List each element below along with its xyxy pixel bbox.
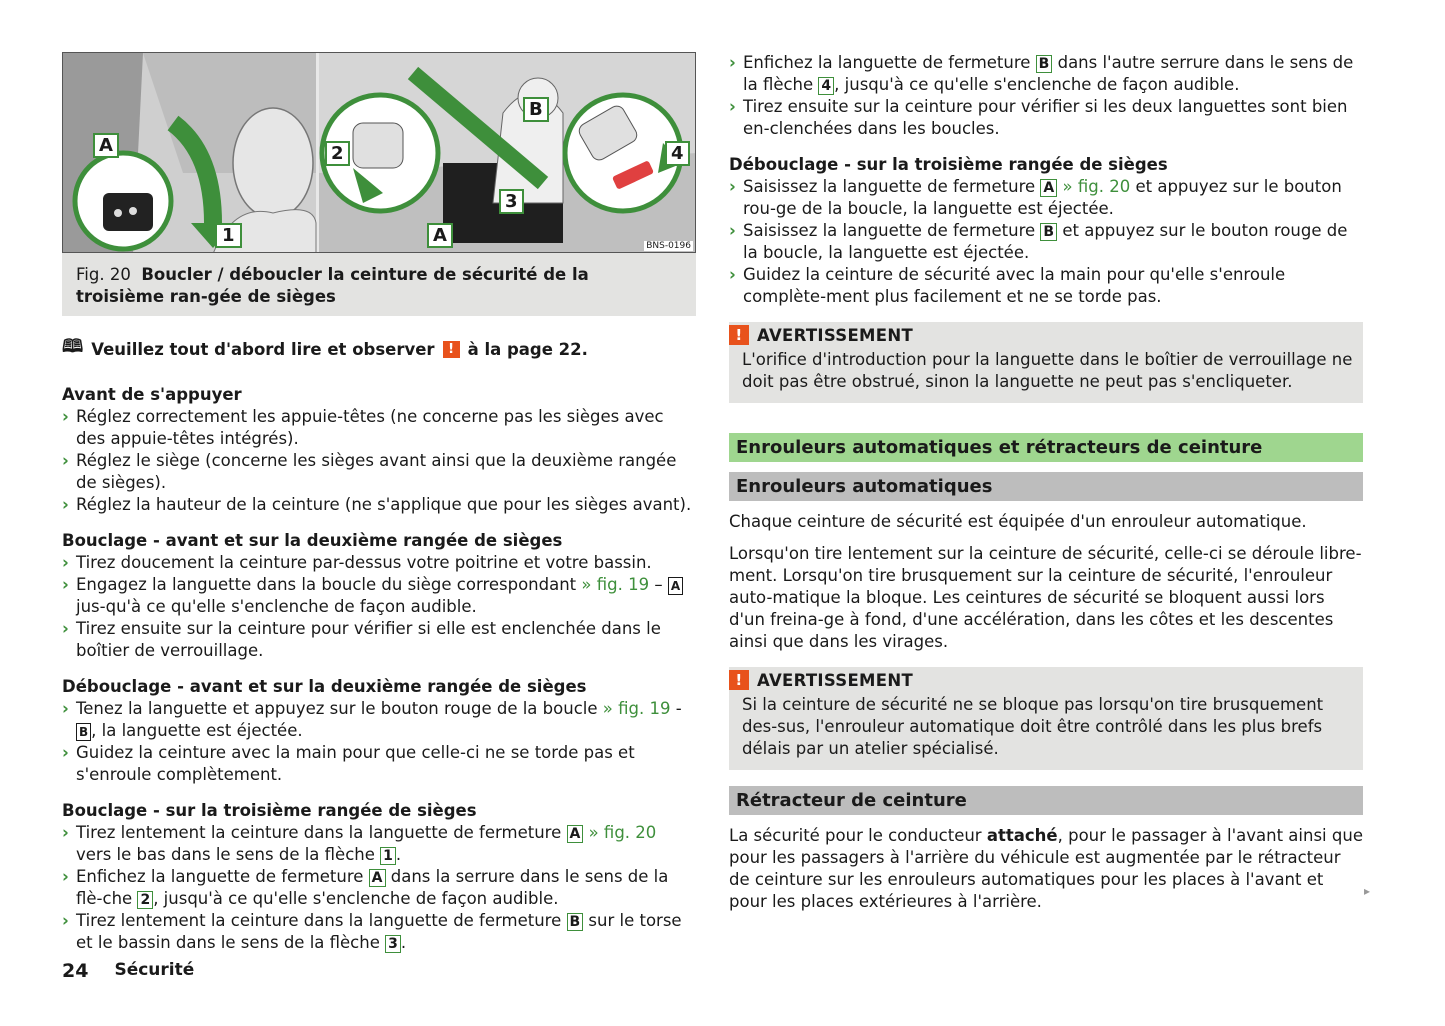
- section-heading-auto-retractors: Enrouleurs automatiques: [729, 472, 1363, 501]
- list-item: [62, 574, 696, 618]
- chevron-right-icon: ›: [62, 867, 69, 886]
- list-item: [62, 552, 696, 574]
- list-item: [729, 264, 1363, 308]
- callout-4: 4: [665, 141, 690, 166]
- chevron-right-icon: ›: [62, 823, 69, 842]
- chevron-right-icon: ›: [729, 221, 736, 240]
- callout-A-right: A: [427, 223, 453, 248]
- link-fig-20[interactable]: » fig. 20: [1062, 177, 1131, 196]
- chevron-right-icon: ›: [62, 451, 69, 470]
- chevron-right-icon: ›: [729, 97, 736, 116]
- figure-seatbelt-illustration: [62, 52, 696, 253]
- link-fig-19[interactable]: » fig. 19: [602, 699, 671, 718]
- seatbelt-illustration: [63, 53, 696, 253]
- period: .: [395, 845, 402, 864]
- link-fig-20[interactable]: » fig. 20: [588, 823, 657, 842]
- figure-caption-text: Boucler / déboucler la ceinture de sécurité de la troisième ran-gée de sièges: [76, 265, 589, 306]
- list-item-text: Tirez lentement la ceinture dans la languette de fermeture: [76, 823, 562, 842]
- list-item-text: dans la serrure dans le sens de la flè-che: [76, 867, 669, 908]
- list-item-text: Enfichez la languette de fermeture: [743, 53, 1031, 72]
- list-item-text: Tirez doucement la ceinture par-dessus votre poitrine et votre bassin.: [76, 553, 652, 572]
- figure-caption-prefix: Fig. 20: [76, 265, 131, 284]
- list-item: [62, 450, 696, 494]
- dash: -: [675, 699, 682, 718]
- key-B: B: [567, 913, 584, 931]
- list-item-text: jus-qu'à ce qu'elle s'enclenche de façon audible.: [76, 597, 477, 616]
- section-title-unbuckling-third-row: Débouclage - sur la troisième rangée de sièges: [729, 155, 1168, 174]
- list-item-text: Saisissez la languette de fermeture: [743, 177, 1036, 196]
- footer-section: Sécurité: [114, 960, 195, 980]
- chevron-right-icon: ›: [62, 699, 69, 718]
- key-A: A: [369, 869, 386, 887]
- list-item: [729, 220, 1363, 264]
- list-item: [62, 406, 696, 450]
- list-item: [729, 96, 1363, 140]
- list-item-text: Réglez correctement les appuie-têtes (ne concerne pas les sièges avec des appuie-têtes intégrés).: [76, 407, 664, 448]
- warning-header: [729, 667, 1363, 690]
- read-first-after[interactable]: à la page 22.: [467, 339, 588, 359]
- list-item-text: Réglez la hauteur de la ceinture (ne s'applique que pour les sièges avant).: [76, 495, 692, 514]
- section-heading-belt-tensioner: Rétracteur de ceinture: [729, 786, 1363, 815]
- left-column: [62, 52, 696, 954]
- list-item-text: Réglez le siège (concerne les sièges avant ainsi que la deuxième rangée de sièges).: [76, 451, 677, 492]
- list-item: [62, 494, 696, 516]
- right-column: [729, 52, 1363, 913]
- section-title-before-leaning: Avant de s'appuyer: [62, 385, 242, 404]
- paragraph-bold: attaché: [986, 826, 1058, 845]
- key-B: B: [76, 723, 91, 741]
- list-item-text: Guidez la ceinture avec la main pour que celle-ci ne se torde pas et s'enroule complètement.: [76, 743, 635, 784]
- warning-box-2: [729, 667, 1363, 770]
- list-item-text: et appuyez sur le bouton rouge de la boucle, la languette est éjectée.: [743, 221, 1348, 262]
- chevron-right-icon: ›: [62, 619, 69, 638]
- chevron-right-icon: ›: [729, 265, 736, 284]
- list-item-text: et appuyez sur le bouton rou-ge de la boucle, la languette est éjectée.: [743, 177, 1342, 218]
- list-item: [62, 618, 696, 662]
- key-3: 3: [385, 935, 401, 953]
- read-first-notice: [62, 334, 696, 364]
- list-item-text: , la languette est éjectée.: [91, 721, 303, 740]
- continue-arrow-icon: ▸: [1364, 884, 1371, 898]
- callout-B: B: [523, 97, 549, 122]
- list-item-text: dans l'autre serrure dans le sens de la flèche: [743, 53, 1354, 94]
- list-item-text: Tirez ensuite sur la ceinture pour vérifier si elle est enclenchée dans le boîtier de verrouillage.: [76, 619, 661, 660]
- list-item-text: Enfichez la languette de fermeture: [76, 867, 364, 886]
- chevron-right-icon: ›: [62, 575, 69, 594]
- section-title-buckling-front: Bouclage - avant et sur la deuxième rangée de sièges: [62, 531, 563, 550]
- paragraph: [729, 825, 1363, 913]
- warning-header: [729, 322, 1363, 345]
- key-2: 2: [137, 891, 153, 909]
- list-item-text: sur le torse et le bassin dans le sens de la flèche: [76, 911, 682, 952]
- section-title-unbuckling-front: Débouclage - avant et sur la deuxième rangée de sièges: [62, 677, 587, 696]
- paragraph: Chaque ceinture de sécurité est équipée d'un enrouleur automatique.: [729, 512, 1307, 531]
- key-1: 1: [380, 847, 396, 865]
- list-item-text: Saisissez la languette de fermeture: [743, 221, 1036, 240]
- warning-title: AVERTISSEMENT: [757, 670, 914, 690]
- figure-caption: [62, 253, 696, 316]
- dash: –: [654, 575, 663, 594]
- callout-2: 2: [325, 141, 350, 166]
- warning-icon: !: [729, 325, 749, 345]
- chevron-right-icon: ›: [62, 407, 69, 426]
- warning-title: AVERTISSEMENT: [757, 325, 914, 345]
- list-item: [62, 822, 696, 866]
- period: .: [400, 933, 407, 952]
- chevron-right-icon: ›: [62, 495, 69, 514]
- read-first-before: Veuillez tout d'abord lire et observer: [91, 339, 435, 359]
- warning-icon: !: [443, 341, 460, 358]
- list-item: [62, 742, 696, 786]
- warning-icon: !: [729, 670, 749, 690]
- chevron-right-icon: ›: [62, 553, 69, 572]
- key-B: B: [1040, 223, 1057, 241]
- key-B: B: [1036, 55, 1053, 73]
- paragraph-text: La sécurité pour le conducteur: [729, 826, 982, 845]
- list-item: [729, 176, 1363, 220]
- callout-1: 1: [215, 223, 242, 248]
- list-item-text: Engagez la languette dans la boucle du siège correspondant: [76, 575, 577, 594]
- section-heading-retractors: Enrouleurs automatiques et rétracteurs de ceinture: [729, 433, 1363, 462]
- warning-box-1: [729, 322, 1363, 403]
- page-number: 24: [62, 960, 89, 982]
- chevron-right-icon: ›: [729, 53, 736, 72]
- list-item: [62, 910, 696, 954]
- chevron-right-icon: ›: [62, 743, 69, 762]
- link-fig-19[interactable]: » fig. 19: [581, 575, 650, 594]
- figure-ref-code: BNS-0196: [646, 241, 691, 251]
- list-item: [62, 866, 696, 910]
- list-item-text: Guidez la ceinture de sécurité avec la main pour qu'elle s'enroule complète-ment plus facilement et ne se torde pas.: [743, 265, 1286, 306]
- callout-3: 3: [499, 189, 524, 214]
- key-A: A: [1040, 179, 1057, 197]
- paragraph-text: , pour le passager à l'avant ainsi que pour les passagers à l'arrière du véhicule est augmentée par le rétracteur de ceinture sur les enrouleurs automatiques pour les places à l'avant et pour les places extérieures à l'arrière.: [729, 826, 1363, 911]
- list-item: [729, 52, 1363, 96]
- list-item-text: Tirez lentement la ceinture dans la languette de fermeture: [76, 911, 562, 930]
- warning-text: Si la ceinture de sécurité ne se bloque pas lorsqu'on tire brusquement des-sus, l'enrouleur automatique doit être contrôlé dans les plus brefs délais par un atelier spécialisé.: [742, 695, 1324, 758]
- page-footer: [62, 960, 194, 982]
- key-4: 4: [818, 77, 834, 95]
- list-item-text: , jusqu'à ce qu'elle s'enclenche de façon audible.: [153, 889, 559, 908]
- list-item-text: vers le bas dans le sens de la flèche: [76, 845, 375, 864]
- book-icon: 🕮: [62, 336, 84, 357]
- list-item-text: Tirez ensuite sur la ceinture pour vérifier si les deux languettes sont bien en-clenchées dans les boucles.: [743, 97, 1348, 138]
- list-item-text: Tenez la languette et appuyez sur le bouton rouge de la boucle: [76, 699, 598, 718]
- list-item: [62, 698, 696, 742]
- section-title-buckling-third-row: Bouclage - sur la troisième rangée de sièges: [62, 801, 477, 820]
- chevron-right-icon: ›: [729, 177, 736, 196]
- list-item-text: , jusqu'à ce qu'elle s'enclenche de façon audible.: [834, 75, 1240, 94]
- warning-text: L'orifice d'introduction pour la languette dans le boîtier de verrouillage ne doit pas être obstrué, sinon la languette ne peut pas s'encliqueter.: [742, 350, 1353, 391]
- callout-A-left: A: [93, 133, 119, 158]
- key-A: A: [567, 825, 584, 843]
- key-A: A: [668, 577, 683, 595]
- paragraph: Lorsqu'on tire lentement sur la ceinture de sécurité, celle-ci se déroule libre-ment. Lorsqu'on tire brusquement sur la ceinture de sécurité, l'enrouleur auto-matique la bloque. Les ceintures de sécurité se bloquent aussi lors d'un freina-ge à fond, d'une accélération, dans les côtes et les descentes ainsi que dans les virages.: [729, 544, 1362, 651]
- chevron-right-icon: ›: [62, 911, 69, 930]
